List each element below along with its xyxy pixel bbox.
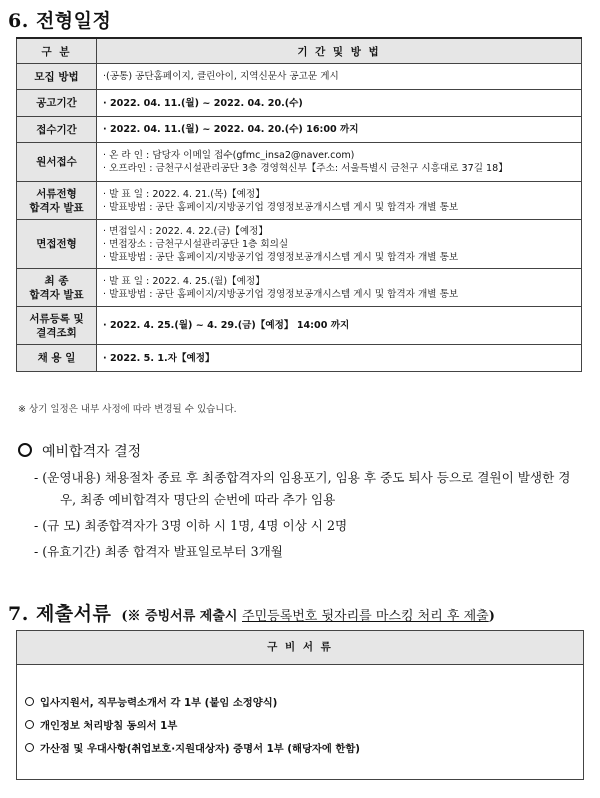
document-item — [25, 738, 583, 761]
schedule-row-detail — [97, 117, 582, 143]
schedule-row — [17, 90, 582, 117]
reserve-title: 예비합격자 결정 — [42, 444, 142, 460]
schedule-row — [17, 182, 582, 220]
schedule-detail-line: ·(공통) 공단홈페이지, 클린아이, 지역신문사 공고문 게시 — [103, 71, 339, 82]
header-category: 구 분 — [17, 38, 97, 64]
schedule-detail-line: · 온 라 인 : 담당자 이메일 접수(gfmc_insa2@naver.com) — [103, 150, 355, 161]
ring-bullet-icon — [25, 743, 34, 752]
schedule-row — [17, 307, 582, 345]
schedule-row-label: 면접전형 — [17, 220, 97, 269]
schedule-row-label: 서류전형 합격자 발표 — [17, 182, 97, 220]
section-7-title — [8, 599, 495, 626]
schedule-row-label: 공고기간 — [17, 90, 97, 117]
schedule-detail-line: · 발표방법 : 공단 홈페이지/지방공기업 경영정보공개시스템 게시 및 합격자 개별 통보 — [103, 201, 459, 213]
schedule-row-detail — [97, 143, 582, 182]
schedule-row-detail — [97, 90, 582, 117]
schedule-detail-line: · 2022. 5. 1.자【예정】 — [103, 352, 215, 364]
schedule-row — [17, 64, 582, 90]
schedule-detail-line: · 발 표 일 : 2022. 4. 21.(목)【예정】 — [103, 188, 265, 200]
schedule-detail-line: · 2022. 4. 25.(월) ~ 4. 29.(금)【예정】 14:00 까지 — [103, 320, 350, 331]
ring-bullet-icon — [25, 697, 34, 706]
schedule-detail-line: · 발표방법 : 공단 홈페이지/지방공기업 경영정보공개시스템 게시 및 합격자 개별 통보 — [103, 288, 459, 300]
schedule-detail-line: · 2022. 04. 11.(월) ~ 2022. 04. 20.(수) — [103, 97, 303, 109]
schedule-row — [17, 269, 582, 307]
schedule-detail-line: · 오프라인 : 금천구시설관리공단 3층 경영혁신부【주소: 서울특별시 금천구 시흥대로 37길 18】 — [103, 163, 508, 174]
reserve-item: - (유효기간) 최종 합격자 발표일로부터 3개월 — [34, 544, 283, 559]
schedule-row-label: 서류등록 및 결격조회 — [17, 307, 97, 345]
document-item-text: 개인정보 처리방침 동의서 1부 — [40, 720, 178, 732]
masking-note — [121, 609, 495, 624]
schedule-row-label: 채 용 일 — [17, 345, 97, 372]
schedule-row — [17, 117, 582, 143]
circle-bullet-icon — [18, 443, 32, 457]
document-item — [25, 692, 583, 715]
schedule-note: ※ 상기 일정은 내부 사정에 따라 변경될 수 있습니다. — [18, 404, 237, 415]
schedule-detail-line: · 면접장소 : 금천구시설관리공단 1층 회의실 — [103, 238, 289, 250]
schedule-row — [17, 345, 582, 372]
schedule-table-header — [17, 38, 582, 64]
schedule-row-label: 접수기간 — [17, 117, 97, 143]
schedule-row-label: 최 종 합격자 발표 — [17, 269, 97, 307]
section-6-title: 6. 전형일정 — [8, 10, 112, 32]
reserve-item: - (규 모) 최종합격자가 3명 이하 시 1명, 4명 이상 시 2명 — [34, 518, 348, 533]
schedule-detail-line: · 발표방법 : 공단 홈페이지/지방공기업 경영정보공개시스템 게시 및 합격자 개별 통보 — [103, 251, 459, 263]
schedule-row-detail — [97, 182, 582, 220]
required-documents-header: 구 비 서 류 — [17, 631, 583, 665]
required-documents-box — [16, 630, 584, 780]
schedule-row-label: 원서접수 — [17, 143, 97, 182]
masking-note-underlined: 주민등록번호 뒷자리를 마스킹 처리 후 제출 — [242, 609, 489, 624]
document-item-text: 입사지원서, 직무능력소개서 각 1부 (붙임 소정양식) — [40, 697, 278, 709]
schedule-row-detail — [97, 345, 582, 372]
schedule-row-detail — [97, 307, 582, 345]
document-item-text: 가산점 및 우대사항(취업보호·지원대상자) 증명서 1부 (해당자에 한함) — [40, 743, 360, 755]
schedule-row-detail — [97, 269, 582, 307]
schedule-row — [17, 143, 582, 182]
schedule-row — [17, 220, 582, 269]
reserve-list — [34, 467, 586, 567]
schedule-table — [16, 37, 582, 372]
masking-note-prefix: (※ 증빙서류 제출시 — [121, 609, 243, 624]
schedule-detail-line: · 발 표 일 : 2022. 4. 25.(월)【예정】 — [103, 275, 265, 287]
reserve-item: - (운영내용) 채용절차 종료 후 최종합격자의 임용포기, 임용 후 중도 퇴사 등으로 결원이 발생한 경우, 최종 예비합격자 명단의 순번에 따라 추가 임용 — [34, 470, 571, 507]
header-period-method: 기 간 및 방 법 — [97, 38, 582, 64]
schedule-detail-line: · 2022. 04. 11.(월) ~ 2022. 04. 20.(수) 16:00 까지 — [103, 124, 359, 135]
schedule-row-label: 모집 방법 — [17, 64, 97, 90]
masking-note-suffix: ) — [488, 609, 495, 624]
schedule-row-detail — [97, 220, 582, 269]
section-7-heading: 7. 제출서류 — [8, 603, 112, 625]
reserve-heading — [18, 441, 141, 461]
schedule-row-detail — [97, 64, 582, 90]
ring-bullet-icon — [25, 720, 34, 729]
required-documents-list — [17, 665, 583, 761]
schedule-detail-line: · 면접일시 : 2022. 4. 22.(금)【예정】 — [103, 225, 268, 237]
document-item — [25, 715, 583, 738]
